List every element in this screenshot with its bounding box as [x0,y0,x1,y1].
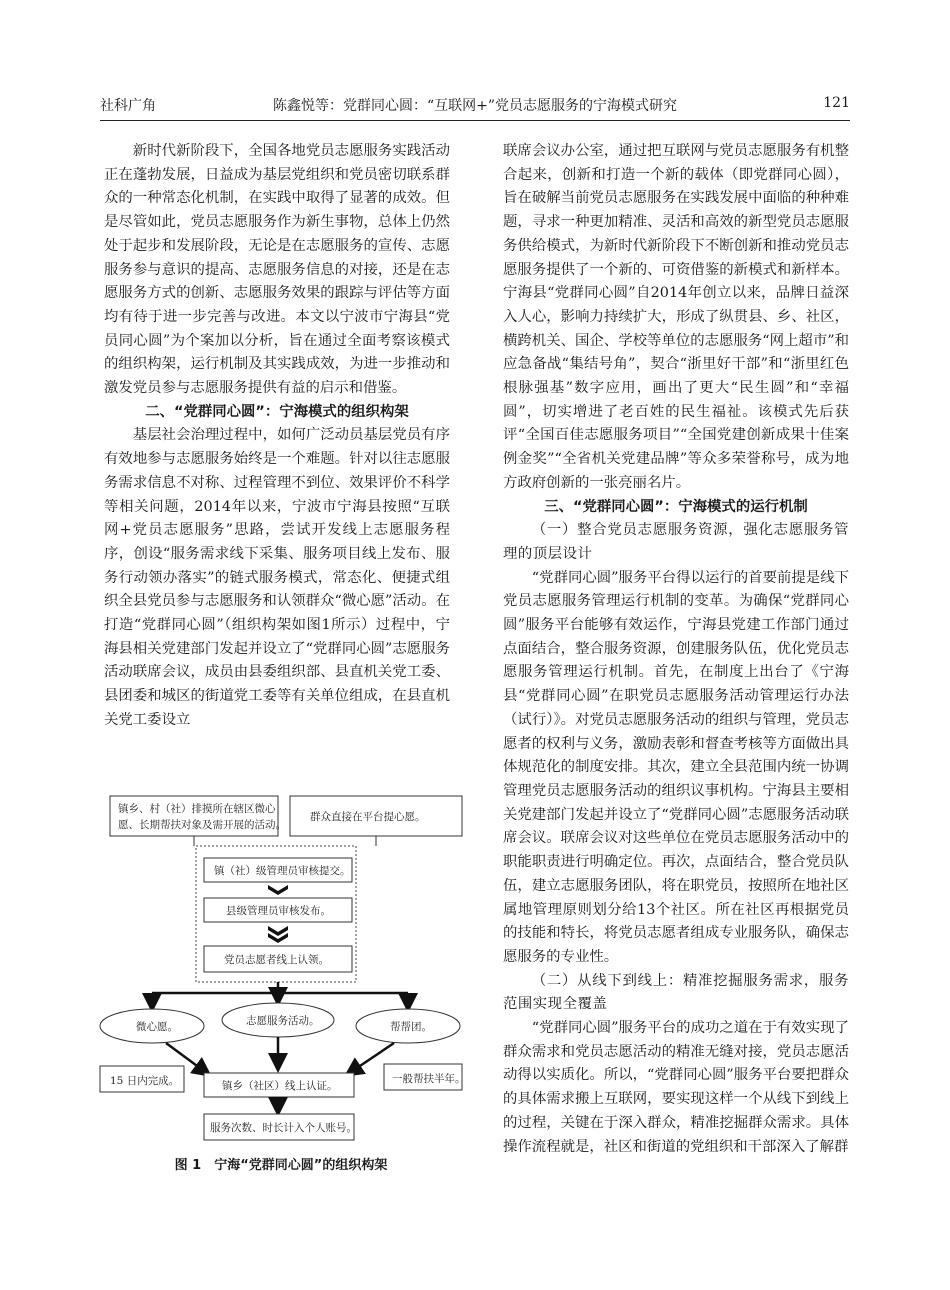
masses-wish-text: 群众直接在平台提心愿。 [310,811,426,823]
help-group-ellipse-text: 帮帮团。 [390,1021,432,1033]
flowchart [96,788,466,1148]
section-heading-2: 二、“党群同心圆”：宁海模式的组织构架 [145,403,409,420]
right-column [503,140,849,1159]
subsection2-paragraph: “党群同心圆”服务平台的成功之道在于有效实现了群众需求和党员志愿活动的精准无缝对接，党员志愿活动得以实质化。所以，“党群同心圆”服务平台要把群众的具体需求搬上互联网，要实现这样一个从线下到线上的过程，关键在于深入群众，精准挖掘群众需求。具体操作流程就是，社区和街道的党组织和干部深入了解群 [503,1020,849,1155]
figure-caption: 图 1 宁海“党群同心圆”的组织构架 [174,1158,388,1173]
fifteen-days-text: 15 日内完成。 [110,1075,180,1087]
continued-paragraph: 联席会议办公室，通过把互联网与党员志愿服务有机整合起来，创新和打造一个新的载体（即党群同心圆），旨在破解当前党员志愿服务在实践发展中面临的种种难题，寻求一种更加精准、灵活和高效的新型党员志愿服务供给模式，为新时代新阶段下不断创新和推动党员志愿服务提供了一个新的、可资借鉴的新模式和新样本。宁海县“党群同心圆”自2014年创立以来，品牌日益深入人心，影响力持续扩大，形成了纵贯县、乡、社区，横跨机关、国企、学校等单位的志愿服务“网上超市”和应急备战“集结号角”，契合“浙里好干部”和“浙里红色根脉强基”数字应用，画出了更大“民生圆”和“幸福圆”，切实增进了老百姓的民生福祉。该模式先后获评“全国百佳志愿服务项目”“全国党建创新成果十佳案例金奖”“全省机关党建品牌”等众多荣誉称号，成为地方政府创新的一张亮丽名片。 [503,143,849,491]
county-admin-text: 县级管理员审核发布。 [226,905,331,917]
subsection-heading-2: （二）从线下到线上：精准挖掘服务需求，服务范围实现全覆盖 [503,972,849,1013]
member-claim-text: 党员志愿者线上认领。 [224,954,329,966]
wish-ellipse-text: 微心愿。 [136,1021,178,1033]
header-rule [100,120,850,121]
account-text: 服务次数、时长计入个人账号。 [210,1122,357,1134]
org-structure-figure [96,788,466,1186]
village-collect-text-2: 愿、长期帮扶对象及需开展的活动。 [118,819,286,831]
town-admin-text: 镇（社）级管理员审核提交。 [214,865,351,877]
chevron-down-icon [268,926,288,936]
section-heading-3: 三、“党群同心圆”：宁海模式的运行机制 [544,498,808,515]
section2-paragraph: 基层社会治理过程中，如何广泛动员基层党员有序有效地参与志愿服务始终是一个难题。针对以往志愿服务需求信息不对称、过程管理不到位、效果评价不科学等相关问题，2014年以来，宁波市宁海县按照“互联网+党员志愿服务”思路，尝试开发线上志愿服务程序，创设“服务需求线下采集、服务项目线上发布、服务行动领办落实”的链式服务模式，常态化、便捷式组织全县党员参与志愿服务和认领群众“微心愿”活动。在打造“党群同心圆”（组织构架如图1所示）过程中，宁海县相关党建部门发起并设立了“党群同心圆”志愿服务活动联席会议，成员由县委组织部、县直机关党工委、县团委和城区的街道党工委等有关单位组成，在县直机关党工委设立 [104,427,450,728]
running-header [100,95,850,117]
half-year-text: 一般帮扶半年。 [392,1073,466,1085]
intro-paragraph: 新时代新阶段下，全国各地党员志愿服务实践活动正在蓬勃发展，日益成为基层党组织和党员密切联系群众的一种常态化机制，在实践中取得了显著的成效。但是尽管如此，党员志愿服务作为新生事物，总体上仍然处于起步和发展阶段，无论是在志愿服务的宣传、志愿服务参与意识的提高、志愿服务信息的对接，还是在志愿服务方式的创新、志愿服务效果的跟踪与评估等方面均有待于进一步完善与改进。本文以宁波市宁海县“党员同心圆”为个案加以分析，旨在通过全面考察该模式的组织构架，运行机制及其实践成效，为进一步推动和激发党员参与志愿服务提供有益的启示和借鉴。 [104,143,450,397]
running-title: 陈鑫悦等：党群同心圆：“互联网+”党员志愿服务的宁海模式研究 [272,98,678,114]
village-collect-text-1: 镇乡、村（社）排摸所在辖区微心 [118,803,276,815]
left-column [104,140,450,733]
page-number: 121 [823,95,850,111]
activity-ellipse-text: 志愿服务活动。 [246,1015,320,1027]
chevron-down-icon [268,885,288,895]
verify-text: 镇乡（社区）线上认证。 [222,1080,338,1092]
subsection-heading-1: （一）整合党员志愿服务资源，强化志愿服务管理的顶层设计 [503,522,849,562]
subsection1-paragraph: “党群同心圆”服务平台得以运行的首要前提是线下党员志愿服务管理运行机制的变革。为确保“党群同心圆”服务平台能够有效运作，宁海县党建工作部门通过点面结合，整合服务资源，创建服务队伍，优化党员志愿服务管理运行机制。首先，在制度上出台了《宁海县“党群同心圆”在职党员志愿服务活动管理运行办法（试行）》。对党员志愿服务活动的组织与管理，党员志愿者的权利与义务，激励表彰和督查考核等方面做出具体规范化的制度安排。其次，建立全县范围内统一协调管理党员志愿服务活动的组织议事机构。宁海县主要相关党建部门发起并设立了“党群同心圆”志愿服务活动联席会议。联席会议对这些单位在党员志愿服务活动中的职能职责进行明确定位。再次，点面结合，整合党员队伍，建立志愿服务团队，将在职党员，按照所在地社区属地管理原则划分给13个社区。所在社区再根据党员的技能和特长，将党员志愿者组成专业服务队，确保志愿服务的专业性。 [503,569,849,965]
journal-name: 社科广角 [100,98,156,114]
